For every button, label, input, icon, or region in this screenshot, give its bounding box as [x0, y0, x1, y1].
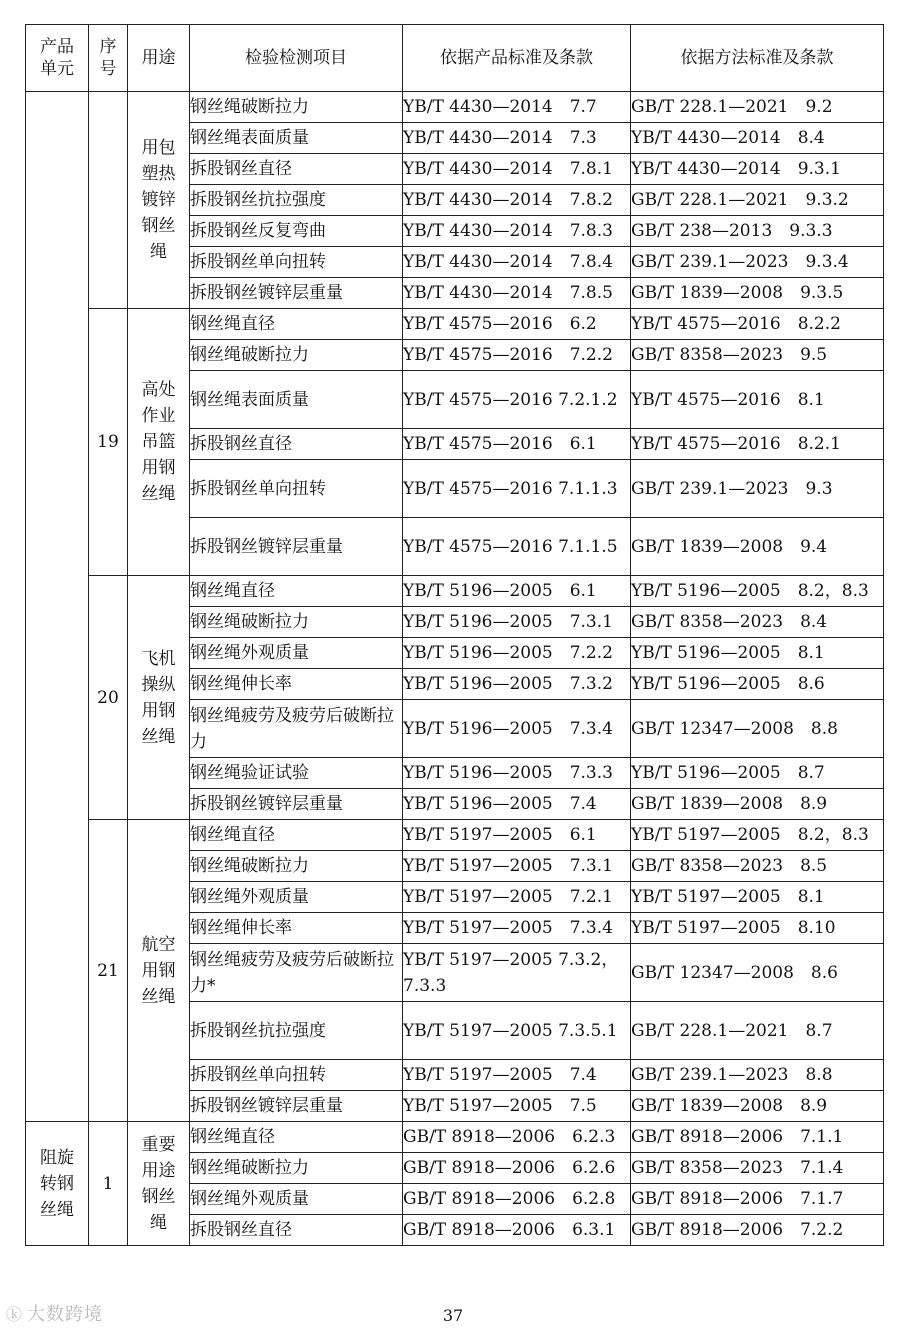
use-cell: [128, 92, 190, 309]
seq-cell: 19: [89, 309, 128, 576]
inspection-item: 拆股钢丝镀锌层重量: [190, 518, 403, 576]
table-row: [26, 820, 884, 851]
header-method-standard: 依据方法标准及条款: [631, 25, 884, 92]
method-standard: GB/T 1839—2008 8.9: [631, 789, 884, 820]
product-standard: YB/T 4575—2016 7.1.1.5: [403, 518, 631, 576]
inspection-item: 钢丝绳直径: [190, 1122, 403, 1153]
inspection-item: 拆股钢丝反复弯曲: [190, 216, 403, 247]
inspection-item: 钢丝绳外观质量: [190, 1184, 403, 1215]
method-standard: GB/T 228.1—2021 8.7: [631, 1002, 884, 1060]
method-standard: GB/T 8358—2023 9.5: [631, 340, 884, 371]
method-standard: GB/T 8918—2006 7.1.1: [631, 1122, 884, 1153]
inspection-item: 钢丝绳伸长率: [190, 669, 403, 700]
inspection-item: 钢丝绳破断拉力: [190, 92, 403, 123]
method-standard: GB/T 8358—2023 7.1.4: [631, 1153, 884, 1184]
watermark-logo-icon: ⓚ: [6, 1305, 24, 1324]
product-standard: YB/T 5197—2005 7.5: [403, 1091, 631, 1122]
product-standard: YB/T 4430—2014 7.8.4: [403, 247, 631, 278]
header-inspection-item: 检验检测项目: [190, 25, 403, 92]
table-row: [26, 309, 884, 340]
product-standard: YB/T 4430—2014 7.8.5: [403, 278, 631, 309]
method-standard: YB/T 4430—2014 9.3.1: [631, 154, 884, 185]
inspection-item: 钢丝绳破断拉力: [190, 1153, 403, 1184]
product-standard: YB/T 4430—2014 7.8.1: [403, 154, 631, 185]
method-standard: GB/T 12347—2008 8.8: [631, 700, 884, 758]
table-row: [26, 92, 884, 123]
product-standard: YB/T 4575—2016 7.2.1.2: [403, 371, 631, 429]
method-standard: YB/T 4575—2016 8.1: [631, 371, 884, 429]
method-standard: GB/T 228.1—2021 9.2: [631, 92, 884, 123]
table-header-row: [26, 25, 884, 92]
use-text: 飞机操纵用钢丝绳: [141, 648, 176, 747]
product-standard: GB/T 8918—2006 6.2.6: [403, 1153, 631, 1184]
seq-cell: 20: [89, 576, 128, 820]
inspection-standards-table: [25, 24, 884, 1246]
method-standard: YB/T 4575—2016 8.2.2: [631, 309, 884, 340]
method-standard: GB/T 1839—2008 8.9: [631, 1091, 884, 1122]
method-standard: GB/T 239.1—2023 8.8: [631, 1060, 884, 1091]
product-standard: YB/T 5196—2005 7.3.3: [403, 758, 631, 789]
table-row: [26, 1122, 884, 1153]
method-standard: YB/T 4430—2014 8.4: [631, 123, 884, 154]
inspection-item: 钢丝绳疲劳及疲劳后破断拉力*: [190, 944, 403, 1002]
product-standard: YB/T 5197—2005 6.1: [403, 820, 631, 851]
seq-cell: 21: [89, 820, 128, 1122]
product-standard: YB/T 4430—2014 7.3: [403, 123, 631, 154]
method-standard: GB/T 8918—2006 7.2.2: [631, 1215, 884, 1246]
inspection-item: 钢丝绳破断拉力: [190, 851, 403, 882]
page-number: 37: [442, 1306, 464, 1325]
inspection-item: 钢丝绳外观质量: [190, 882, 403, 913]
inspection-item: 拆股钢丝抗拉强度: [190, 1002, 403, 1060]
method-standard: GB/T 239.1—2023 9.3: [631, 460, 884, 518]
product-standard: YB/T 4430—2014 7.8.2: [403, 185, 631, 216]
use-cell: [128, 309, 190, 576]
product-standard: YB/T 4575—2016 6.1: [403, 429, 631, 460]
inspection-item: 拆股钢丝镀锌层重量: [190, 278, 403, 309]
use-cell: [128, 820, 190, 1122]
product-standard: YB/T 4430—2014 7.7: [403, 92, 631, 123]
use-cell: [128, 576, 190, 820]
product-standard: YB/T 4575—2016 7.2.2: [403, 340, 631, 371]
product-standard: YB/T 5196—2005 7.3.2: [403, 669, 631, 700]
inspection-item: 拆股钢丝单向扭转: [190, 1060, 403, 1091]
method-standard: GB/T 8358—2023 8.5: [631, 851, 884, 882]
product-unit-cell: [26, 1122, 89, 1246]
use-text: 高处作业吊篮用钢丝绳: [141, 380, 176, 504]
use-text: 用包塑热镀锌钢丝绳: [141, 138, 176, 262]
inspection-item: 钢丝绳破断拉力: [190, 607, 403, 638]
method-standard: GB/T 1839—2008 9.4: [631, 518, 884, 576]
method-standard: YB/T 5196—2005 8.1: [631, 638, 884, 669]
method-standard: YB/T 5196—2005 8.7: [631, 758, 884, 789]
product-standard: YB/T 5197—2005 7.3.5.1: [403, 1002, 631, 1060]
inspection-item: 拆股钢丝直径: [190, 154, 403, 185]
inspection-item: 钢丝绳表面质量: [190, 371, 403, 429]
method-standard: GB/T 238—2013 9.3.3: [631, 216, 884, 247]
product-standard: YB/T 5197—2005 7.4: [403, 1060, 631, 1091]
header-product-standard: 依据产品标准及条款: [403, 25, 631, 92]
inspection-item: 钢丝绳疲劳及疲劳后破断拉力: [190, 700, 403, 758]
inspection-item: 钢丝绳伸长率: [190, 913, 403, 944]
product-standard: GB/T 8918—2006 6.2.3: [403, 1122, 631, 1153]
method-standard: GB/T 228.1—2021 9.3.2: [631, 185, 884, 216]
use-text: 重要用途钢丝绳: [141, 1134, 176, 1233]
use-cell: [128, 1122, 190, 1246]
method-standard: YB/T 5196—2005 8.2，8.3: [631, 576, 884, 607]
watermark-text: 大数跨境: [27, 1304, 104, 1325]
product-unit-cell: [26, 92, 89, 1122]
method-standard: GB/T 239.1—2023 9.3.4: [631, 247, 884, 278]
inspection-item: 钢丝绳验证试验: [190, 758, 403, 789]
method-standard: YB/T 5197—2005 8.10: [631, 913, 884, 944]
inspection-item: 拆股钢丝单向扭转: [190, 247, 403, 278]
inspection-item: 拆股钢丝直径: [190, 1215, 403, 1246]
inspection-item: 钢丝绳破断拉力: [190, 340, 403, 371]
product-standard: YB/T 5196—2005 7.3.4: [403, 700, 631, 758]
inspection-item: 拆股钢丝单向扭转: [190, 460, 403, 518]
seq-cell: [89, 92, 128, 309]
product-standard: GB/T 8918—2006 6.3.1: [403, 1215, 631, 1246]
product-standard: YB/T 5196—2005 7.2.2: [403, 638, 631, 669]
product-standard: YB/T 4430—2014 7.8.3: [403, 216, 631, 247]
product-standard: YB/T 5196—2005 7.3.1: [403, 607, 631, 638]
method-standard: GB/T 8918—2006 7.1.7: [631, 1184, 884, 1215]
product-standard: YB/T 5197—2005 7.2.1: [403, 882, 631, 913]
use-text: 航空用钢丝绳: [141, 934, 176, 1007]
method-standard: YB/T 5196—2005 8.6: [631, 669, 884, 700]
header-use: 用途: [128, 25, 190, 92]
header-seq: 序号: [89, 25, 128, 92]
product-standard: YB/T 5196—2005 7.4: [403, 789, 631, 820]
inspection-item: 拆股钢丝抗拉强度: [190, 185, 403, 216]
method-standard: YB/T 5197—2005 8.1: [631, 882, 884, 913]
product-standard: YB/T 4575—2016 6.2: [403, 309, 631, 340]
header-product-unit: 产品单元: [26, 25, 89, 92]
product-standard: YB/T 5196—2005 6.1: [403, 576, 631, 607]
inspection-item: 钢丝绳直径: [190, 309, 403, 340]
inspection-item: 拆股钢丝镀锌层重量: [190, 789, 403, 820]
table-body: [26, 92, 884, 1246]
product-unit-text: 阻旋转钢丝绳: [40, 1147, 74, 1220]
inspection-item: 拆股钢丝直径: [190, 429, 403, 460]
method-standard: YB/T 5197—2005 8.2，8.3: [631, 820, 884, 851]
inspection-item: 拆股钢丝镀锌层重量: [190, 1091, 403, 1122]
method-standard: GB/T 12347—2008 8.6: [631, 944, 884, 1002]
method-standard: GB/T 1839—2008 9.3.5: [631, 278, 884, 309]
product-standard: GB/T 8918—2006 6.2.8: [403, 1184, 631, 1215]
inspection-item: 钢丝绳直径: [190, 576, 403, 607]
seq-cell: 1: [89, 1122, 128, 1246]
inspection-item: 钢丝绳表面质量: [190, 123, 403, 154]
method-standard: GB/T 8358—2023 8.4: [631, 607, 884, 638]
inspection-item: 钢丝绳直径: [190, 820, 403, 851]
product-standard: YB/T 5197—2005 7.3.2，7.3.3: [403, 944, 631, 1002]
method-standard: YB/T 4575—2016 8.2.1: [631, 429, 884, 460]
product-standard: YB/T 5197—2005 7.3.4: [403, 913, 631, 944]
watermark: [6, 1300, 103, 1326]
product-standard: YB/T 5197—2005 7.3.1: [403, 851, 631, 882]
table-row: [26, 576, 884, 607]
inspection-item: 钢丝绳外观质量: [190, 638, 403, 669]
product-standard: YB/T 4575—2016 7.1.1.3: [403, 460, 631, 518]
